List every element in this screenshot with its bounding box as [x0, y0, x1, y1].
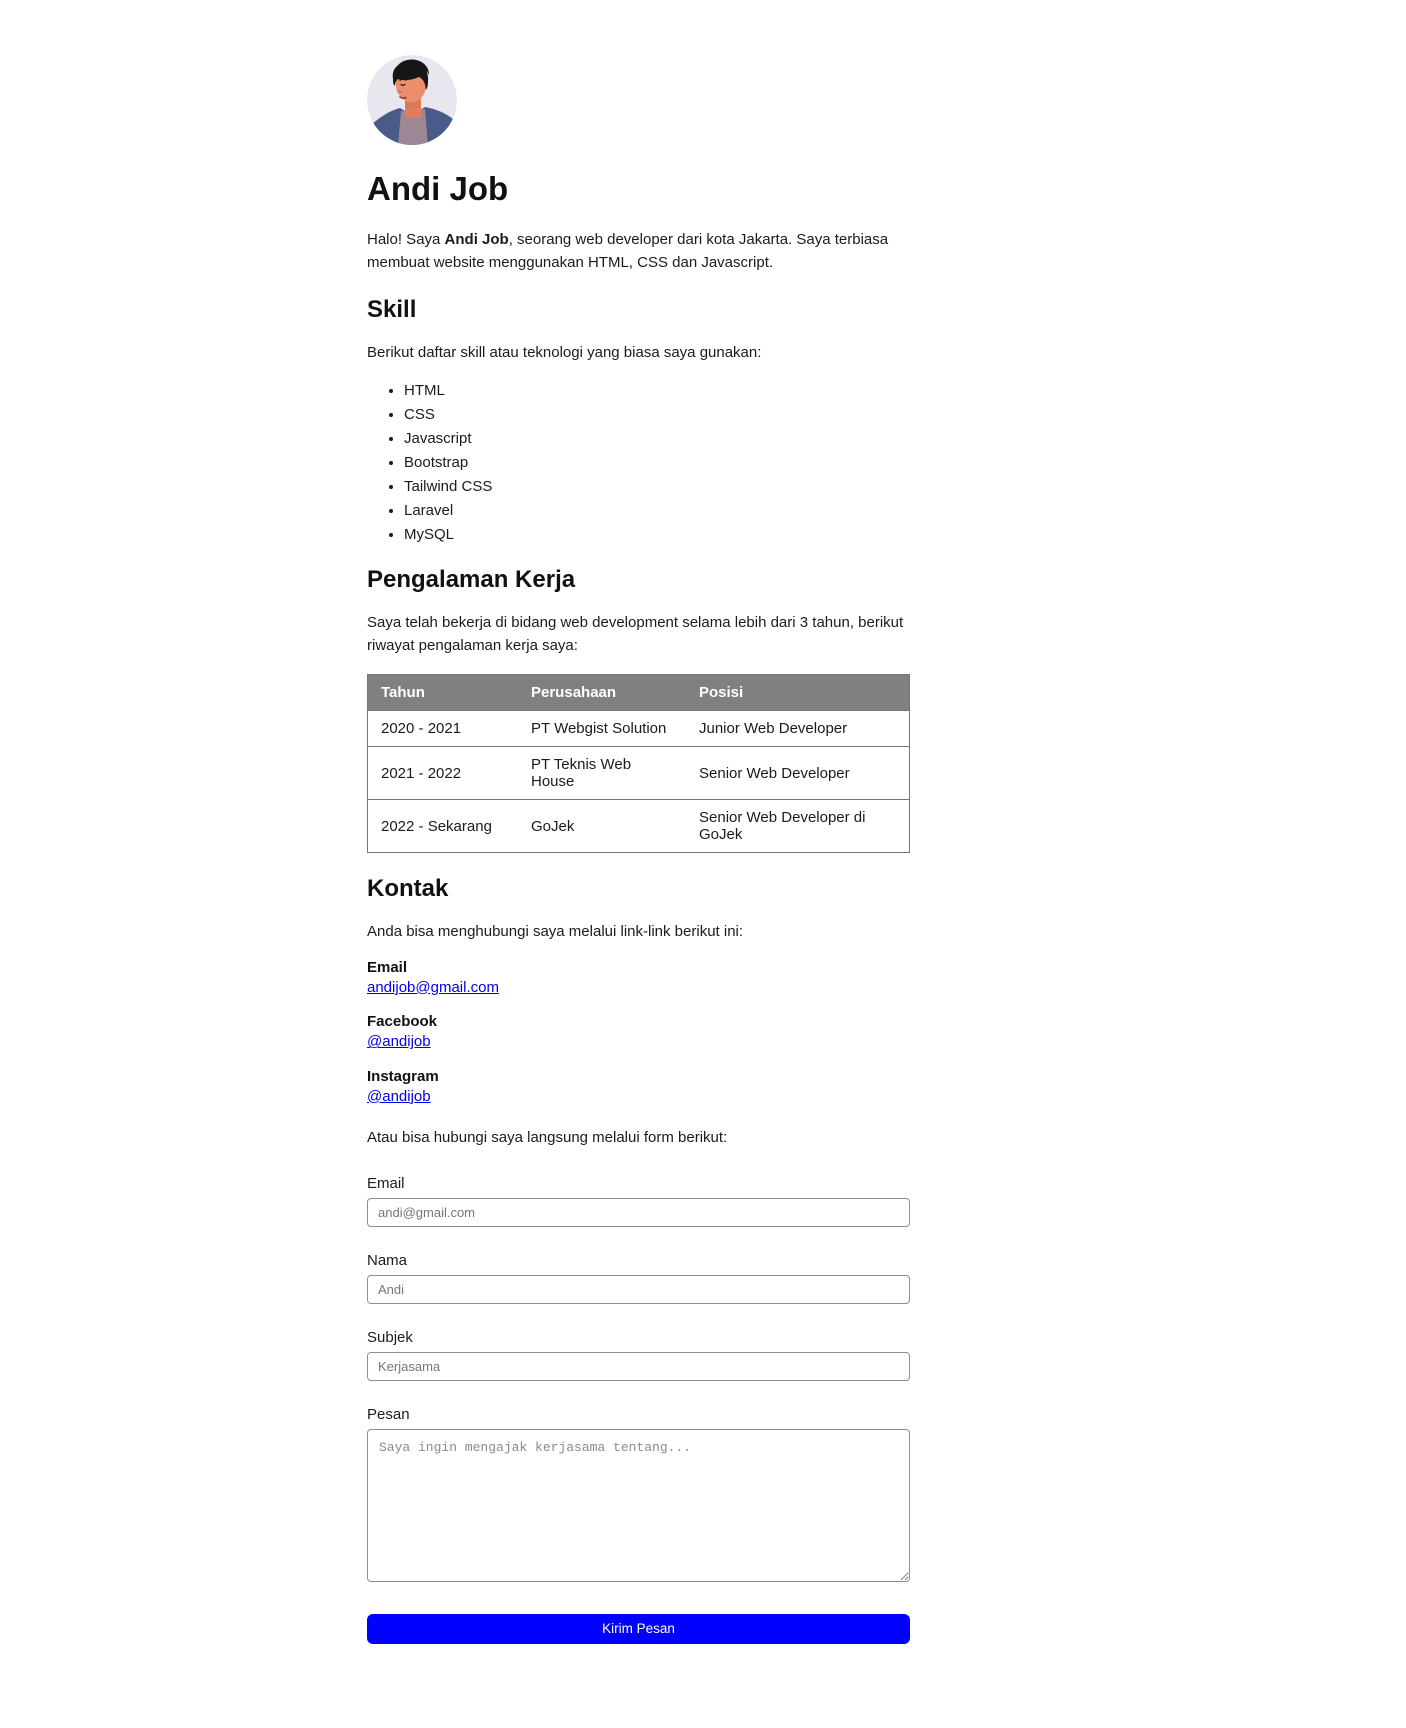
- skill-item: • Bootstrap: [404, 453, 910, 473]
- nama-field[interactable]: [367, 1275, 910, 1304]
- contact-heading: Kontak: [367, 875, 449, 902]
- form-group-email: [367, 1175, 910, 1227]
- intro-name-bold: Andi Job: [444, 231, 509, 248]
- instagram-link[interactable]: @andijob: [367, 1087, 431, 1105]
- form-group-subjek: [367, 1329, 910, 1381]
- experience-description: Saya telah bekerja di bidang web development selama lebih dari 3 tahun, berikut riwayat pengalaman kerja saya:: [367, 614, 904, 654]
- cell-perusahaan: PT Teknis Web House: [518, 747, 686, 800]
- email-field[interactable]: [367, 1198, 910, 1227]
- intro-text-suffix: , seorang web developer dari kota Jakarta. Saya terbiasa membuat website menggunakan HTML, CSS dan Javascript.: [367, 231, 889, 271]
- subjek-field-label: Subjek: [367, 1328, 413, 1346]
- subjek-field[interactable]: [367, 1352, 910, 1381]
- column-header-tahun: Tahun: [368, 675, 519, 711]
- contact-label-facebook: Facebook: [367, 1013, 438, 1030]
- experience-heading: Pengalaman Kerja: [367, 566, 576, 593]
- facebook-link[interactable]: @andijob: [367, 1033, 431, 1051]
- contact-label-email: Email: [367, 958, 408, 976]
- skill-list: [367, 381, 910, 545]
- cell-tahun: 2022 - Sekarang: [368, 800, 519, 853]
- contact-description: Anda bisa menghubungi saya melalui link-link berikut ini:: [367, 923, 744, 940]
- form-intro: Atau bisa hubungi saya langsung melalui form berikut:: [367, 1129, 728, 1146]
- skill-heading: Skill: [367, 296, 417, 323]
- email-field-label: Email: [367, 1174, 405, 1192]
- cell-posisi: Junior Web Developer: [686, 711, 910, 747]
- table-row: [368, 711, 910, 747]
- contact-item-instagram: [367, 1067, 910, 1108]
- experience-table-header-row: [368, 675, 910, 711]
- email-link[interactable]: andijob@gmail.com: [367, 978, 499, 996]
- experience-table: [367, 674, 910, 853]
- cell-tahun: 2021 - 2022: [368, 747, 519, 800]
- skill-item: • HTML: [404, 381, 910, 401]
- cell-posisi: Senior Web Developer di GoJek: [686, 800, 910, 853]
- skill-item: • CSS: [404, 405, 910, 425]
- cell-tahun: 2020 - 2021: [368, 711, 519, 747]
- skill-item: • Javascript: [404, 429, 910, 449]
- skill-item: • MySQL: [404, 525, 910, 545]
- form-group-pesan: [367, 1406, 910, 1587]
- table-row: [368, 800, 910, 853]
- profile-page: [367, 55, 910, 1644]
- table-row: [368, 747, 910, 800]
- column-header-perusahaan: Perusahaan: [518, 675, 686, 711]
- pesan-field[interactable]: [367, 1429, 910, 1582]
- skill-description: Berikut daftar skill atau teknologi yang biasa saya gunakan:: [367, 344, 762, 361]
- nama-field-label: Nama: [367, 1251, 408, 1269]
- intro-paragraph: [367, 229, 910, 274]
- pesan-field-label: Pesan: [367, 1405, 410, 1423]
- page-title: Andi Job: [367, 170, 509, 207]
- intro-text-prefix: Halo! Saya: [367, 231, 445, 248]
- contact-form: [367, 1175, 910, 1644]
- cell-perusahaan: GoJek: [518, 800, 686, 853]
- contact-item-email: [367, 958, 910, 999]
- kirim-pesan-button[interactable]: Kirim Pesan: [367, 1614, 910, 1644]
- avatar-illustration-icon: [367, 55, 457, 145]
- skill-item: • Tailwind CSS: [404, 477, 910, 497]
- form-group-nama: [367, 1252, 910, 1304]
- cell-posisi: Senior Web Developer: [686, 747, 910, 800]
- skill-item: • Laravel: [404, 501, 910, 521]
- cell-perusahaan: PT Webgist Solution: [518, 711, 686, 747]
- contact-item-facebook: [367, 1012, 910, 1053]
- column-header-posisi: Posisi: [686, 675, 910, 711]
- contact-label-instagram: Instagram: [367, 1067, 439, 1085]
